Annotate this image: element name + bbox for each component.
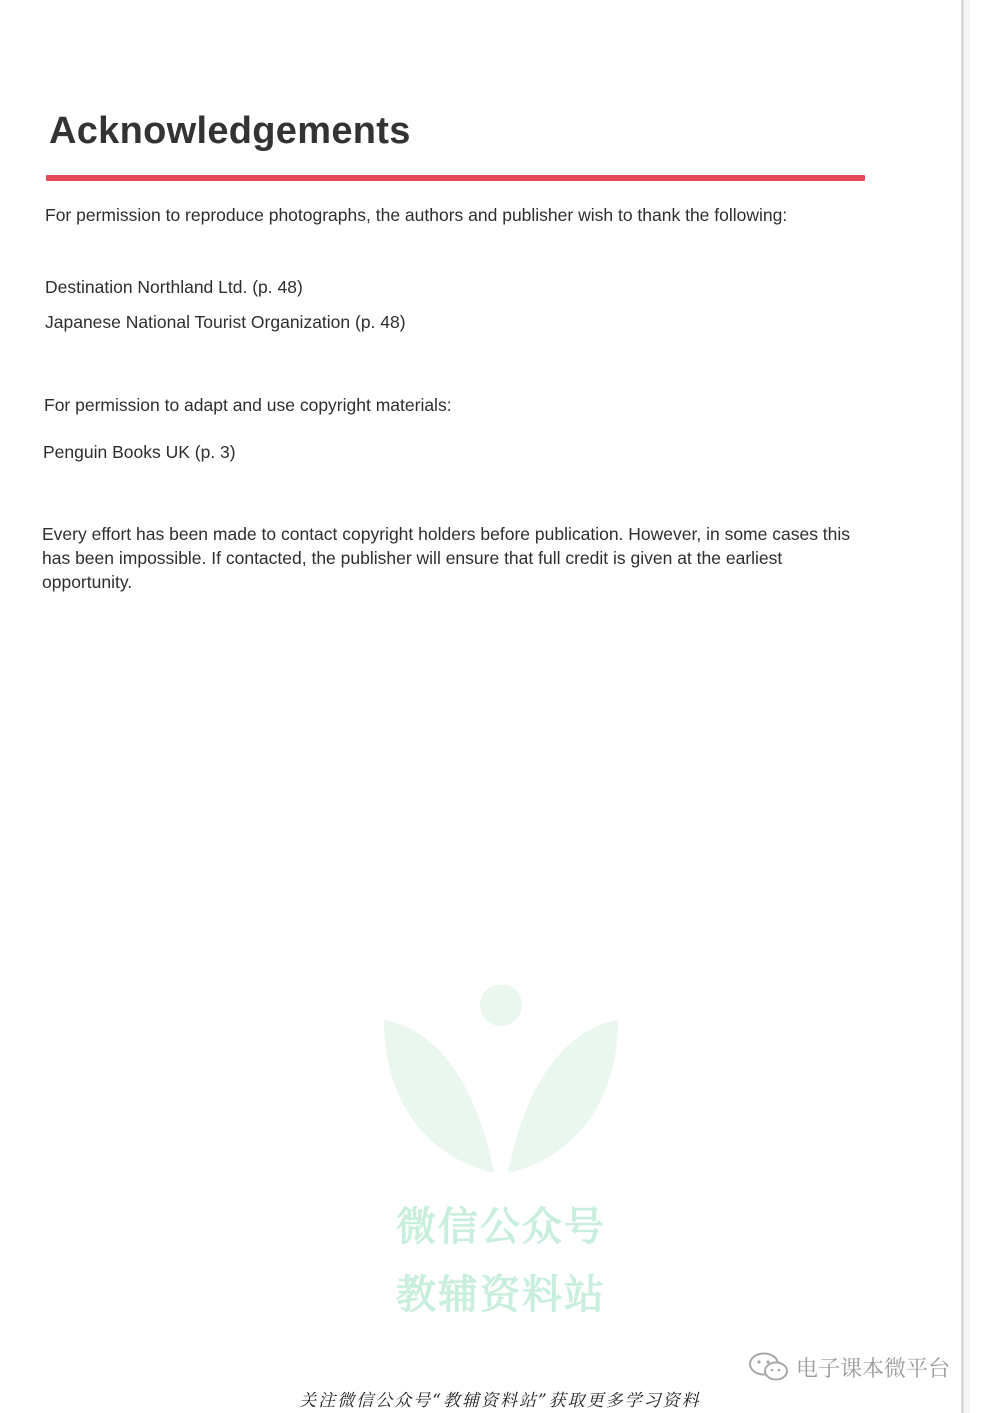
watermark-line: 微信公众号 bbox=[396, 1204, 606, 1250]
footer-note: 关注微信公众号“教辅资料站”获取更多学习资料 bbox=[299, 1391, 701, 1411]
photo-credit: Destination Northland Ltd. (p. 48) bbox=[45, 277, 303, 297]
copyright-credit: Penguin Books UK (p. 3) bbox=[43, 442, 236, 462]
page-edge-shadow bbox=[964, 0, 970, 1413]
photo-credit: Japanese National Tourist Organization (p. 48) bbox=[45, 312, 406, 332]
brand-label: 电子课本微平台 bbox=[796, 1356, 951, 1382]
page-title: Acknowledgements bbox=[49, 110, 411, 152]
watermark-line: 教辅资料站 bbox=[396, 1272, 606, 1318]
watermark bbox=[376, 985, 626, 1318]
copyright-notice: Every effort has been made to contact copyright holders before publication. However, in some cases this has been impossible. If contacted, the publisher will ensure that full credit is given at the earliest opportunity. bbox=[42, 524, 851, 592]
photographs-intro: For permission to reproduce photographs, the authors and publisher wish to thank the following: bbox=[45, 205, 788, 225]
title-rule bbox=[46, 175, 865, 181]
brand-mark bbox=[748, 1352, 950, 1382]
sprout-logo-icon bbox=[376, 985, 626, 1185]
page-edge bbox=[961, 0, 964, 1413]
copyright-intro: For permission to adapt and use copyright materials: bbox=[44, 395, 452, 415]
wechat-icon bbox=[748, 1352, 790, 1382]
